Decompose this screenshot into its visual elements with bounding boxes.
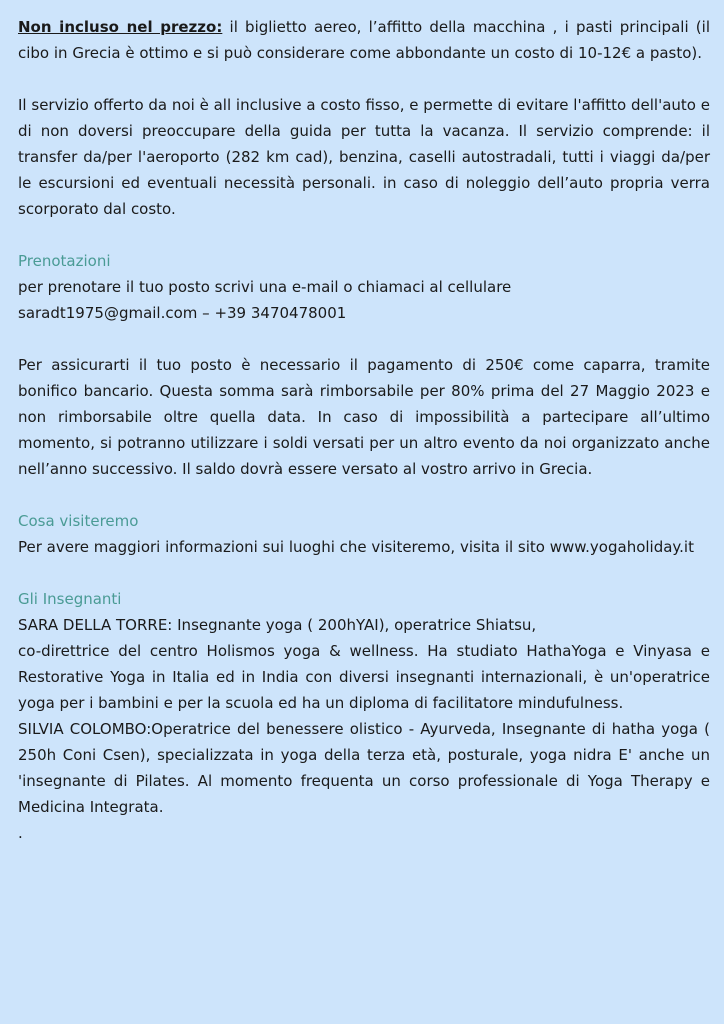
not-included-paragraph: [18, 14, 710, 66]
not-included-label: Non incluso nel prezzo:: [18, 18, 223, 36]
service-paragraph: Il servizio offerto da noi è all inclusive a costo fisso, e permette di evitare l'affitto dell'auto e di non doversi preoccupare della guida per tutta la vacanza. Il servizio comprende: il transfer da/per l'aeroporto (282 km cad), benzina, caselli autostradali, tutti i viaggi da/per le escursioni ed eventuali necessità personali. in caso di noleggio dell’auto propria verra scorporato dal costo.: [18, 96, 710, 218]
payment-paragraph: Per assicurarti il tuo posto è necessario il pagamento di 250€ come caparra, tramite bonifico bancario. Questa somma sarà rimborsabile per 80% prima del 27 Maggio 2023 e non rimborsabile oltre quella data. In caso di impossibilità a partecipare all’ultimo momento, si potranno utilizzare i soldi versati per un altro evento da noi organizzato anche nell’anno successivo. Il saldo dovrà essere versato al vostro arrivo in Grecia.: [18, 356, 710, 478]
spacer: [18, 66, 710, 92]
booking-heading: Prenotazioni: [18, 252, 111, 270]
spacer: [18, 560, 710, 586]
spacer: [18, 326, 710, 352]
spacer: [18, 222, 710, 248]
silvia-paragraph: SILVIA COLOMBO:Operatrice del benessere olistico - Ayurveda, Insegnante di hatha yoga ( 250h Coni Csen), specializzata in yoga della terza età, posturale, yoga nidra E' anche un 'insegnante di Pilates. Al momento frequenta un corso professionale di Yoga Therapy e Medicina Integrata.: [18, 720, 710, 816]
booking-contact: saradt1975@gmail.com – +39 3470478001: [18, 304, 347, 322]
teachers-heading: Gli Insegnanti: [18, 590, 122, 608]
spacer: [18, 482, 710, 508]
sara-paragraph: co-direttrice del centro Holismos yoga & wellness. Ha studiato HathaYoga e Vinyasa e Restorative Yoga in Italia ed in India con diversi insegnanti internazionali, è un'operatrice yoga per i bambini e per la scuola ed ha un diploma di facilitatore mindufulness.: [18, 642, 710, 712]
visit-paragraph: Per avere maggiori informazioni sui luoghi che visiteremo, visita il sito www.yogaholiday.it: [18, 538, 694, 556]
trailing-dot: .: [18, 824, 23, 842]
booking-line-1: per prenotare il tuo posto scrivi una e-mail o chiamaci al cellulare: [18, 278, 512, 296]
visit-heading: Cosa visiteremo: [18, 512, 139, 530]
sara-line-1: SARA DELLA TORRE: Insegnante yoga ( 200hYAI), operatrice Shiatsu,: [18, 616, 537, 634]
not-included-text: il biglietto aereo, l’affitto della macchina , i pasti principali (il cibo in Grecia è ottimo e si può considerare come abbondante un costo di 10-12€ a pasto).: [18, 18, 710, 62]
